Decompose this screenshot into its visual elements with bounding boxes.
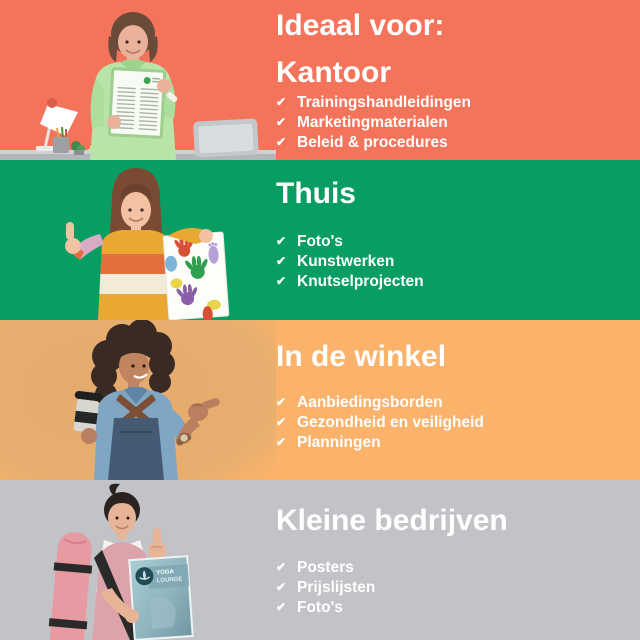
- check-icon: ✔: [276, 435, 287, 450]
- yoga-woman-illustration: [0, 480, 276, 640]
- list-item-label: Foto's: [297, 599, 343, 617]
- girl-thumbs-up-illustration: [0, 160, 276, 320]
- list-item-label: Planningen: [297, 434, 381, 452]
- photo-girl-artwork: [0, 160, 276, 320]
- list-winkel: [276, 393, 630, 453]
- section-heading-bedrijven: Kleine bedrijven: [276, 504, 508, 537]
- list-item-label: Kunstwerken: [297, 253, 395, 271]
- office-woman-illustration: [0, 0, 276, 160]
- list-item: [276, 232, 630, 252]
- list-item: [276, 433, 630, 453]
- check-icon: ✔: [276, 94, 287, 109]
- section-thuis: [0, 160, 640, 320]
- photo-barista: [0, 320, 276, 480]
- section-heading-thuis: Thuis: [276, 177, 356, 210]
- check-icon: ✔: [276, 580, 287, 595]
- page-title: Ideaal voor:: [276, 9, 445, 42]
- photo-yoga-woman: [0, 480, 276, 640]
- section-kantoor: [0, 0, 640, 160]
- section-heading-winkel: In de winkel: [276, 340, 447, 373]
- list-item-label: Prijslijsten: [297, 579, 376, 597]
- section-bedrijven: [0, 480, 640, 640]
- list-item: [276, 272, 630, 292]
- check-icon: ✔: [276, 560, 287, 575]
- list-item: [276, 558, 630, 578]
- list-bedrijven: [276, 558, 630, 618]
- check-icon: ✔: [276, 114, 287, 129]
- check-icon: ✔: [276, 234, 287, 249]
- check-icon: ✔: [276, 415, 287, 430]
- barista-illustration: [0, 320, 276, 480]
- list-item-label: Foto's: [297, 233, 343, 251]
- list-item-label: Aanbiedingsborden: [297, 394, 443, 412]
- list-kantoor: [276, 93, 630, 153]
- check-icon: ✔: [276, 254, 287, 269]
- poster-text-line2: LOUNGE: [156, 576, 183, 585]
- list-item-label: Marketingmaterialen: [297, 113, 448, 131]
- section-heading-kantoor: Kantoor: [276, 56, 391, 90]
- check-icon: ✔: [276, 134, 287, 149]
- list-item-label: Knutselprojecten: [297, 273, 424, 291]
- poster-text-line1: YOGA: [156, 569, 175, 577]
- list-item: [276, 133, 630, 153]
- check-icon: ✔: [276, 600, 287, 615]
- list-item: [276, 393, 630, 413]
- list-item: [276, 113, 630, 133]
- list-thuis: [276, 232, 630, 292]
- photo-office-woman: [0, 0, 276, 160]
- list-item: [276, 413, 630, 433]
- list-item-label: Beleid & procedures: [297, 133, 448, 151]
- list-item-label: Trainingshandleidingen: [297, 93, 471, 111]
- list-item: [276, 578, 630, 598]
- list-item: [276, 93, 630, 113]
- check-icon: ✔: [276, 395, 287, 410]
- check-icon: ✔: [276, 274, 287, 289]
- list-item-label: Gezondheid en veiligheid: [297, 414, 484, 432]
- list-item: [276, 252, 630, 272]
- list-item: [276, 598, 630, 618]
- list-item-label: Posters: [297, 559, 354, 577]
- section-winkel: [0, 320, 640, 480]
